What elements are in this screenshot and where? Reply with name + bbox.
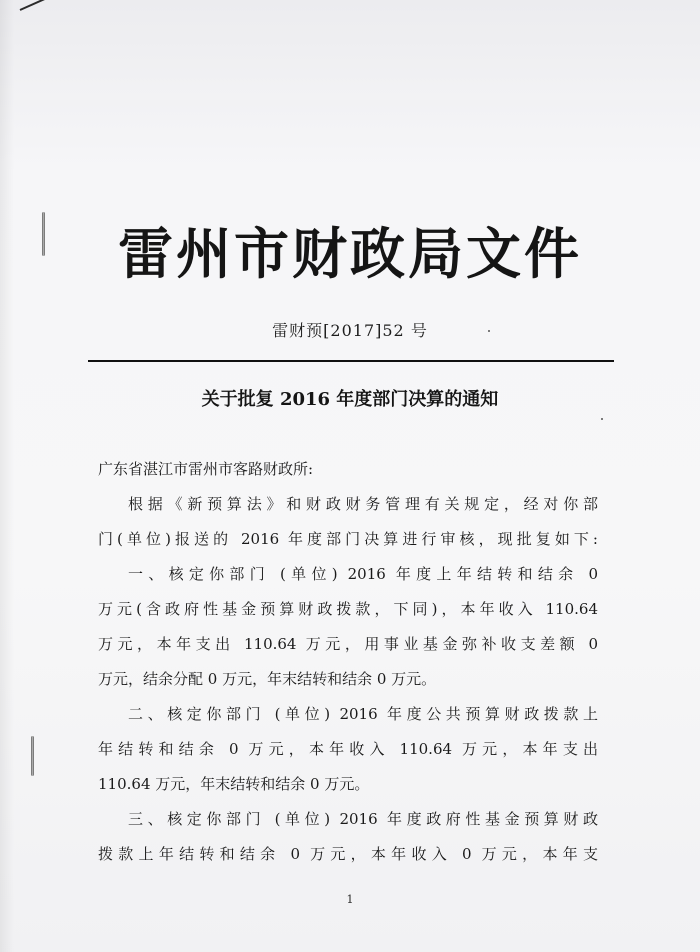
body-line: 拨款上年结转和结余 0 万元，本年收入 0 万元，本年支 (98, 845, 598, 863)
notice-title: 关于批复 2016 年度部门决算的通知 (201, 389, 499, 410)
body-line: 三、核定你部门 (单位) 2016 年度政府性基金预算财政 (128, 810, 598, 828)
document-number: 雷财预[2017]52 号 (272, 321, 428, 340)
body-line: 根据《新预算法》和财政财务管理有关规定，经对你部 (128, 495, 598, 513)
recipient-line: 广东省湛江市雷州市客路财政所: (98, 460, 314, 478)
body-line: 110.64 万元，年末结转和结余 0 万元。 (98, 775, 370, 793)
body-line: 一、核定你部门 (单位) 2016 年度上年结转和结余 0 (128, 565, 598, 583)
scan-shadow (0, 0, 14, 952)
document-body (98, 452, 598, 872)
scan-speck (488, 330, 490, 332)
body-line: 门(单位)报送的 2016 年度部门决算进行审核，现批复如下: (98, 530, 598, 548)
body-line: 二、核定你部门 (单位) 2016 年度公共预算财政拨款上 (128, 705, 598, 723)
scan-speck (601, 418, 603, 420)
page-number: 1 (346, 893, 354, 906)
body-line: 万元，结余分配 0 万元，年末结转和结余 0 万元。 (98, 670, 437, 688)
document-header-title: 雷州市财政局文件 (117, 222, 582, 286)
body-line: 万元，本年支出 110.64 万元，用事业基金弥补收支差额 0 (98, 635, 598, 653)
body-line: 年结转和结余 0 万元，本年收入 110.64 万元，本年支出 (98, 740, 598, 758)
staple-bottom (31, 736, 34, 776)
header-divider (88, 360, 614, 362)
body-line: 万元(含政府性基金预算财政拨款，下同)，本年收入 110.64 (98, 600, 598, 618)
pen-mark (20, 0, 59, 11)
